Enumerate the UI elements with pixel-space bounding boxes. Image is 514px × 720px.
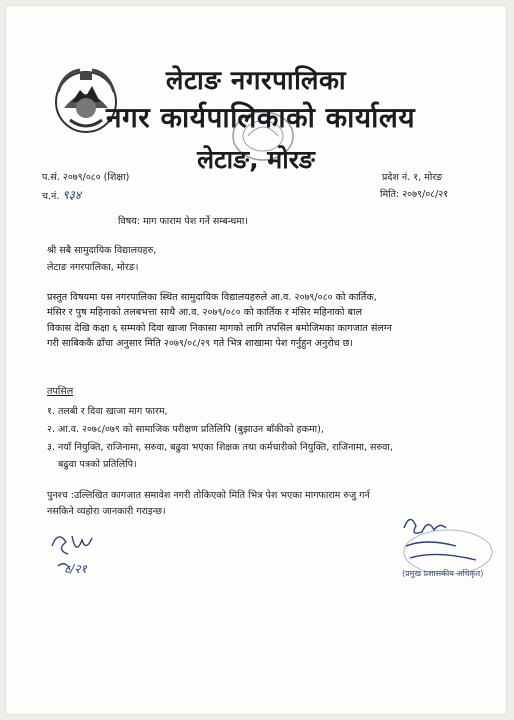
paragraph-line: गरी साबिककै ढाँचा अनुसार मिति २०७९/०८/२९ गते भित्र शाखामा पेश गर्नुहुन अनुरोध छ। [47, 337, 354, 349]
recipient-line-1: श्री सबै सामुदायिक विद्यालयहरु, [47, 245, 157, 256]
reference-number: प.सं. २०७९/०८० (शिक्षा) [42, 172, 130, 183]
dispatch-number [42, 189, 81, 203]
left-signature [46, 526, 106, 590]
postscript-line-2: नसकिने व्यहोरा जानकारी गराइन्छ। [47, 506, 166, 517]
recipient-line-2: लेटाङ नगरपालिका, मोरङ। [47, 262, 139, 273]
annex-item-2: २. आ.व. २०७८/०७९ को सामाजिक परीक्षण प्रतिलिपि (बुझाउन बाँकीको हकमा), [47, 424, 324, 435]
letter-subject: विषय: माग फाराम पेश गर्ने सम्बन्धमा। [118, 216, 248, 227]
paragraph-line: प्रस्तुत विषयमा यस नगरपालिका स्थित सामुदायिक विद्यालयहरुले आ.व. २०७९/०८० को कार्तिक, [47, 292, 377, 303]
left-signature-date: ८/२१ [64, 562, 87, 576]
annex-title: तपसिल [47, 386, 74, 397]
annex-item-3: ३. नयाँ नियुक्ति, राजिनामा, सरुवा, बढुवा भएका शिक्षक तथा कर्मचारीको नियुक्ति, राजिनामा, सरुवा, [47, 442, 393, 453]
body-paragraph [47, 290, 477, 351]
annex-item-3-continued: बढुवा पत्रको प्रतिलिपि। [58, 459, 137, 470]
letterhead-municipality: लेटाङ नगरपालिका [165, 66, 347, 96]
right-signature [396, 506, 496, 590]
paragraph-line: मंसिर र पुष महिनाको तलबभत्ता साथै आ.व. २०७९/०८० को कार्तिक र मंसिर महिनाको बाल [47, 307, 363, 319]
annex-item-1: १. तलबी र दिवा खाजा माग फारम, [47, 406, 168, 417]
letterhead-office: नगर कार्यपालिकाको कार्यालय [106, 101, 416, 134]
right-signature-title: (प्रमुख प्रशासकीय अधिकृत) [402, 569, 484, 578]
dispatch-label: च.नं. [42, 191, 60, 202]
province-text: प्रदेश नं. १, मोरङ [382, 172, 443, 183]
letter-date: मिति: २०७९/०८/२१ [380, 189, 449, 200]
postscript-line-1: पुनश्च :उल्लिखित कागजात समावेश नगरी तोकिएको मिति भित्र पेश भएका मागफाराम रुजु गर्न [47, 490, 370, 501]
dispatch-value: ९३४ [62, 188, 82, 202]
paragraph-line: विकास देखि कक्षा ६ सम्मको दिवा खाजा निकासा मागको लागि तपसिल बमोजिमका कागजात संलग्न [47, 322, 392, 334]
letterhead-address: लेटाङ, मोरङ [197, 145, 315, 174]
letter-page [6, 6, 506, 714]
